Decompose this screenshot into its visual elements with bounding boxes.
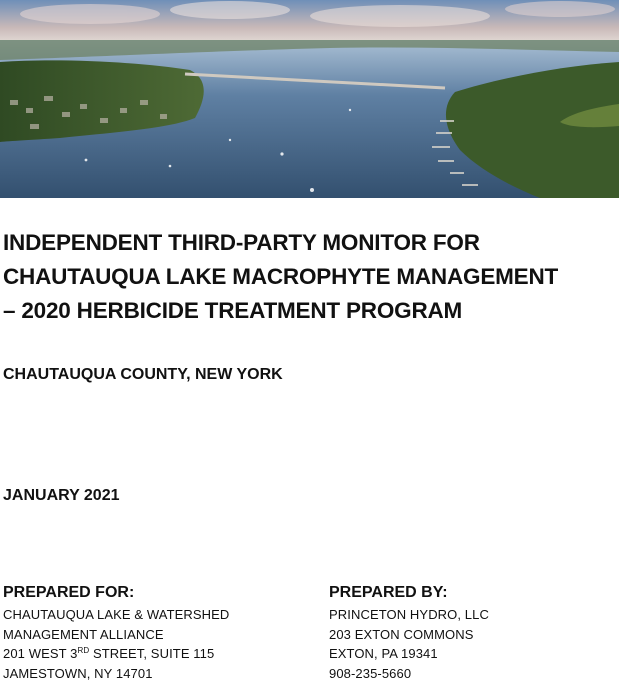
- report-date: JANUARY 2021: [3, 486, 120, 506]
- consultant-line: PRINCETON HYDRO, LLC: [329, 605, 615, 625]
- lake-aerial-illustration: [0, 0, 619, 198]
- client-name-line: CHAUTAUQUA LAKE & WATERSHED: [3, 605, 303, 625]
- title-line: INDEPENDENT THIRD-PARTY MONITOR FOR: [3, 226, 615, 260]
- prepared-by-heading: PREPARED BY:: [329, 583, 615, 603]
- client-name-line: MANAGEMENT ALLIANCE: [3, 625, 303, 645]
- cover-photo-lake-aerial: [0, 0, 619, 198]
- consultant-line: EXTON, PA 19341: [329, 644, 615, 664]
- ordinal-suffix: RD: [77, 646, 89, 655]
- report-title: [3, 226, 615, 328]
- client-address-line: [3, 644, 303, 664]
- address-street-rest: STREET, SUITE 115: [89, 646, 214, 661]
- client-city-line: JAMESTOWN, NY 14701: [3, 664, 303, 683]
- prepared-for-heading: PREPARED FOR:: [3, 583, 303, 603]
- consultant-phone: 908-235-5660: [329, 664, 615, 683]
- prepared-for-block: [3, 583, 303, 683]
- address-street-number: 201 WEST 3: [3, 646, 77, 661]
- title-line: CHAUTAUQUA LAKE MACROPHYTE MANAGEMENT: [3, 260, 615, 294]
- title-line: – 2020 HERBICIDE TREATMENT PROGRAM: [3, 294, 615, 328]
- county-location: CHAUTAUQUA COUNTY, NEW YORK: [3, 365, 283, 385]
- prepared-by-block: [329, 583, 615, 683]
- consultant-line: 203 EXTON COMMONS: [329, 625, 615, 645]
